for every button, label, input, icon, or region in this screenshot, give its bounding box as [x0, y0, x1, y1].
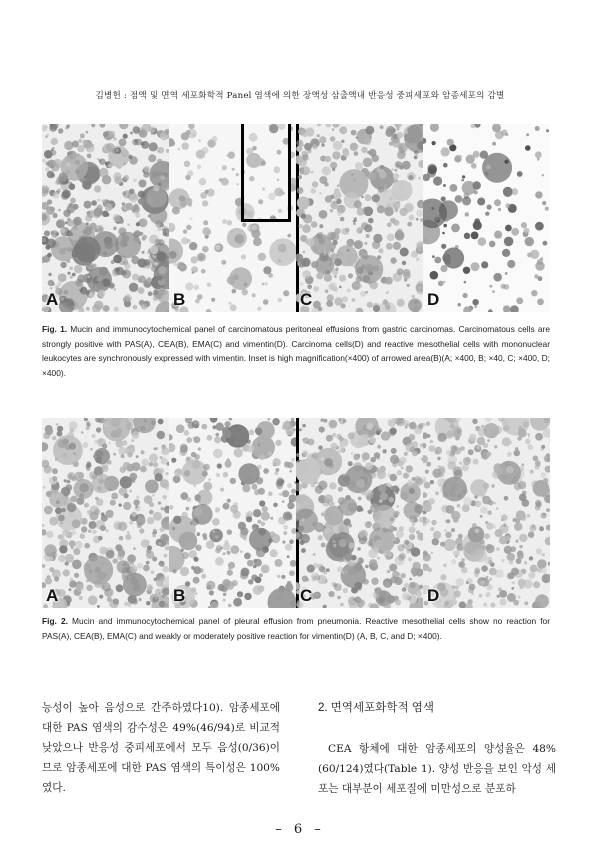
panel-label: D — [427, 290, 440, 309]
figure-1-panel-c — [296, 124, 423, 312]
running-header: 김병헌 : 점액 및 면역 세포화학적 Panel 염색에 의한 장액성 삼출액내 반응성 중피세포와 암종세포의 감별 — [95, 91, 505, 101]
micrograph-image — [296, 124, 423, 312]
panel-label: A — [46, 586, 59, 605]
panel-label: C — [300, 290, 313, 309]
figure-2 — [42, 418, 550, 608]
figure-2-panel-a — [42, 418, 169, 608]
caption-text: Mucin and immunocytochemical panel of carcinomatous peritoneal effusions from gastric carcinomas. Carcinomatous cells are strongly positive with PAS(A), CEA(B), EMA(C) and vimentin(D). Carcinoma cells(D) and reactive mesothelial cells with mononuclear leukocytes are synchronously expressed with vimentin. Inset is high magnification(×400) of arrowed area(B)(A; ×400, B; ×40, C; ×400, D; ×400). — [42, 324, 550, 378]
micrograph-image — [42, 418, 169, 608]
panel-label: B — [173, 290, 186, 309]
figure-2-panel-b — [169, 418, 296, 608]
panel-label: A — [46, 290, 59, 309]
panel-label: D — [427, 586, 440, 605]
right-text-column — [318, 698, 556, 799]
body-paragraph: 능성이 높아 음성으로 간주하였다10). 암종세포에 대한 PAS 염색의 감수성은 49%(46/94)로 비교적 낮았으나 반응성 중피세포에서 모두 음성(0/36)이므로 암종세포에 대한 PAS 염색의 특이성은 100%였다. — [42, 702, 280, 794]
figure-2-panel-c — [296, 418, 423, 608]
figure-2-panel-d — [423, 418, 550, 608]
section-heading: 2. 면역세포화학적 염색 — [318, 702, 434, 714]
figure-2-caption — [42, 614, 550, 643]
left-text-column — [42, 698, 280, 798]
micrograph-image — [42, 124, 169, 312]
figure-1-panel-d — [423, 124, 550, 312]
panel-label: C — [300, 586, 313, 605]
micrograph-image — [169, 418, 296, 608]
figure-1-panel-b — [169, 124, 296, 312]
caption-label: Fig. 2. — [42, 616, 68, 626]
figure-1-caption — [42, 322, 550, 380]
figure-1-panel-a — [42, 124, 169, 312]
micrograph-image — [296, 418, 423, 608]
caption-label: Fig. 1. — [42, 324, 68, 334]
body-paragraph: CEA 항체에 대한 암종세포의 양성율은 48% (60/124)였다(Table 1). 양성 반응을 보인 악성 세포는 대부분이 세포질에 미만성으로 분포하 — [318, 743, 556, 795]
micrograph-image — [423, 418, 550, 608]
caption-text: Mucin and immunocytochemical panel of pleural effusion from pneumonia. Reactive mesothelial cells show no reaction for PAS(A), CEA(B), EMA(C) and weakly or moderately positive reaction for vimentin(D) (A, B, C, and D; ×400). — [42, 616, 551, 641]
panel-label: B — [173, 586, 186, 605]
inset-frame — [241, 124, 291, 222]
figure-1 — [42, 124, 550, 312]
micrograph-image — [423, 124, 550, 312]
page-number: – 6 – — [275, 822, 325, 837]
